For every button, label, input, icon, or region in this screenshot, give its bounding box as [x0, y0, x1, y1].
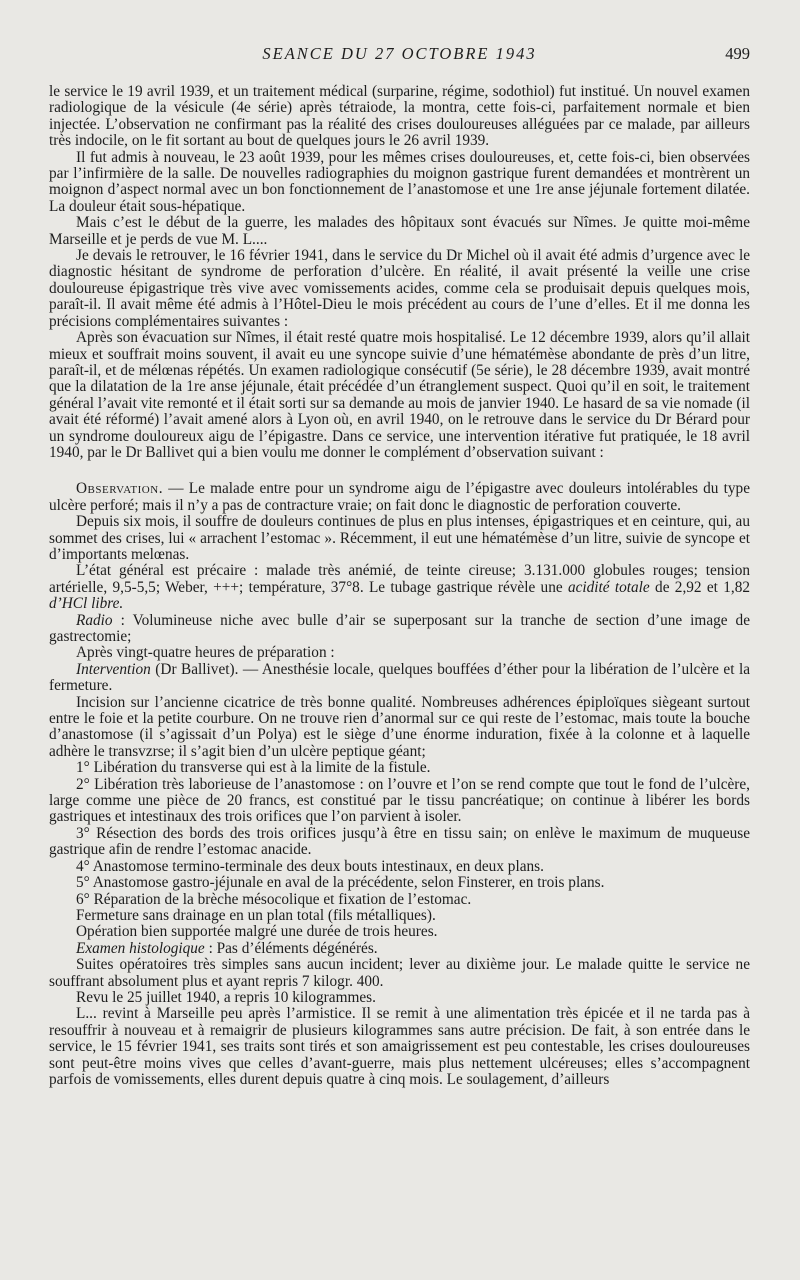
- list-item: 4° Anastomose termino-terminale des deux bouts intestinaux, en deux plans.: [76, 857, 544, 875]
- list-item: 1° Libération du transverse qui est à la limite de la fistule.: [76, 759, 431, 777]
- paragraph: Suites opératoires très simples sans aucun incident; lever au dixième jour. Le malade quitte le service ne souffrant absolument plus et ayant repris 7 kilogr. 400.: [49, 956, 750, 990]
- paragraph: L... revint à Marseille peu après l’armistice. Il se remit à une alimentation très épicée et il ne tarda pas à resouffrir à nouveau et à remaigrir de plusieurs kilogrammes sans autre précision. De fait, à son entrée dans le service, le 15 février 1941, ses traits sont tirés et son amaigrissement est peu contestable, les crises douloureuses sont peut-être moins vives que celles d’avant-guerre, mais plus nettement ulcéreuses; elles s’accompagnent parfois de vomissements, elles durent depuis quatre à cinq mois. Le soulagement, d’ailleurs: [49, 1005, 750, 1088]
- hcl-label: d’HCl libre.: [49, 595, 124, 613]
- radio-label: Radio: [76, 611, 113, 629]
- histology-label: Examen histologique: [76, 939, 205, 957]
- intervention-paragraph: [49, 662, 750, 695]
- paragraph: Revu le 25 juillet 1940, a repris 10 kilogrammes.: [76, 988, 376, 1006]
- paragraph: Après son évacuation sur Nîmes, il était resté quatre mois hospitalisé. Le 12 décembre 1939, alors qu’il allait mieux et souffrait moins souvent, il avait eu une syncope suivie d’une hématémèse abondante de près d’un litre, paraît-il, et de mélœnas répétés. Un examen radiologique consécutif (5e série), le 28 décembre 1939, avait montré que la dilatation de la 1re anse jéjunale, était précédée d’un étranglement suspect. Quoi qu’il en soit, le traitement général l’avait vite remonté et il était sorti sur sa demande au mois de janvier 1940. Le hasard de sa vie nomade (il avait été réformé) l’avait amené alors à Lyon où, en avril 1940, on le retrouve dans le service du Dr Bérard pour un syndrome douloureux aigu de l’épigastre. Dans ce service, une intervention itérative fut pratiquée, le 18 avril 1940, par le Dr Ballivet qui a bien voulu me donner le complément d’observation suivant :: [49, 329, 750, 461]
- list-item: 2° Libération très laborieuse de l’anastomose : on l’ouvre et l’on se rend compte que tout le fond de l’ulcère, large comme une pièce de 20 francs, est constitué par le tissu pancréatique; on continue à libérer les bords gastriques et intestinaux des trois orifices que l’on parvient à isoler.: [49, 775, 750, 826]
- paragraph: Opération bien supportée malgré une durée de trois heures.: [76, 923, 438, 941]
- list-item: 6° Réparation de la brèche mésocolique et fixation de l’estomac.: [76, 890, 472, 908]
- paragraph: Mais c’est le début de la guerre, les malades des hôpitaux sont évacués sur Nîmes. Je quitte moi-même Marseille et je perds de vue M. L....: [49, 214, 750, 248]
- observation-paragraph: [49, 481, 750, 514]
- paragraph: Incision sur l’ancienne cicatrice de très bonne qualité. Nombreuses adhérences épiploïques siègeant surtout entre le foie et la petite courbure. On ne trouve rien d’anormal sur ce qui reste de l’estomac, mais toute la bouche d’anastomose (il s’agissait d’un Polya) est le siège d’une énorme induration, fixée à la colonne et à laquelle adhère le transvzrse; il s’agit bien d’un ulcère peptique géant;: [49, 693, 750, 760]
- page-header: [49, 44, 750, 68]
- general-state-paragraph: [49, 563, 750, 612]
- histology-text: : Pas d’éléments dégénérés.: [208, 939, 378, 957]
- running-title: SEANCE DU 27 OCTOBRE 1943: [262, 44, 537, 63]
- paragraph: Fermeture sans drainage en un plan total (fils métalliques).: [76, 906, 436, 924]
- section-gap: [49, 461, 750, 481]
- radio-paragraph: [49, 613, 750, 646]
- paragraph: Depuis six mois, il souffre de douleurs continues de plus en plus intenses, épigastriques et en ceinture, qui, au sommet des crises, lui « arrachent l’estomac ». Récemment, il eut une hématémèse d’un litre, suivie de syncope et d’importants melœnas.: [49, 513, 750, 563]
- paragraph: Il fut admis à nouveau, le 23 août 1939, pour les mêmes crises douloureuses, et, cette fois-ci, bien observées par l’infirmière de la salle. De nouvelles radiographies du moignon gastrique furent demandées et montrèrent un moignon d’aspect normal avec un bon fonctionnement de l’anastomose et une 1re anse jéjunale fortement dilatée. La douleur était sous-hépatique.: [49, 148, 750, 215]
- acidity-values: de 2,92 et 1,82: [649, 578, 750, 596]
- page-number: 499: [725, 44, 750, 63]
- acidity-label: acidité totale: [567, 578, 650, 596]
- general-state-text: L’état général est précaire : malade très anémié, de teinte cireuse; 3.131.000 globules rouges; tension artérielle, 9,5-5,5; Weber, +++; température, 37°8. Le tubage gastrique révèle une: [49, 562, 750, 596]
- histology-paragraph: [49, 941, 750, 957]
- observation-text: — Le malade entre pour un syndrome aigu de l’épigastre avec douleurs intolérables du type ulcère perforé; mais il n’y a pas de contracture vraie; on fait donc le diagnostic de perforation couverte.: [49, 480, 750, 514]
- radio-text: : Volumineuse niche avec bulle d’air se superposant sur la tranche de section d’une image de gastrectomie;: [49, 611, 751, 645]
- paragraph: Je devais le retrouver, le 16 février 1941, dans le service du Dr Michel où il avait été admis d’urgence avec le diagnostic hésitant de syndrome de perforation d’ulcère. En réalité, il avait présenté la veille une crise douloureuse épigastrique très vive avec vomissements acides, comme cela se produisait depuis quelques mois, paraît-il. Il avait même été admis à l’Hôtel-Dieu le mois précédent au cours de l’une d’elles. Et il me donna les précisions complémentaires suivantes :: [49, 247, 750, 330]
- page-body: [49, 84, 750, 1088]
- intervention-label: Intervention: [76, 660, 151, 678]
- paragraph: Après vingt-quatre heures de préparation :: [76, 644, 335, 662]
- intervention-text: (Dr Ballivet). — Anesthésie locale, quelques bouffées d’éther pour la libération de l’ulcère et la fermeture.: [49, 660, 751, 695]
- observation-label: Observation.: [76, 480, 164, 498]
- list-item: 5° Anastomose gastro-jéjunale en aval de la précédente, selon Finsterer, en trois plans.: [76, 874, 605, 892]
- paragraph: le service le 19 avril 1939, et un traitement médical (surparine, régime, sodothiol) fut institué. Un nouvel examen radiologique de la vésicule (4e série) après tétraiode, la montra, cette fois-ci, parfaitement normale et bien injectée. L’observation ne confirmant pas la réalité des crises douloureuses alléguées par ce malade, par ailleurs très indocile, on le fit sortant au bout de quelques jours le 26 avril 1939.: [49, 83, 750, 150]
- list-item: 3° Résection des bords des trois orifices jusqu’à être en tissu sain; on enlève le maximum de muqueuse gastrique afin de rendre l’estomac anacide.: [49, 824, 750, 859]
